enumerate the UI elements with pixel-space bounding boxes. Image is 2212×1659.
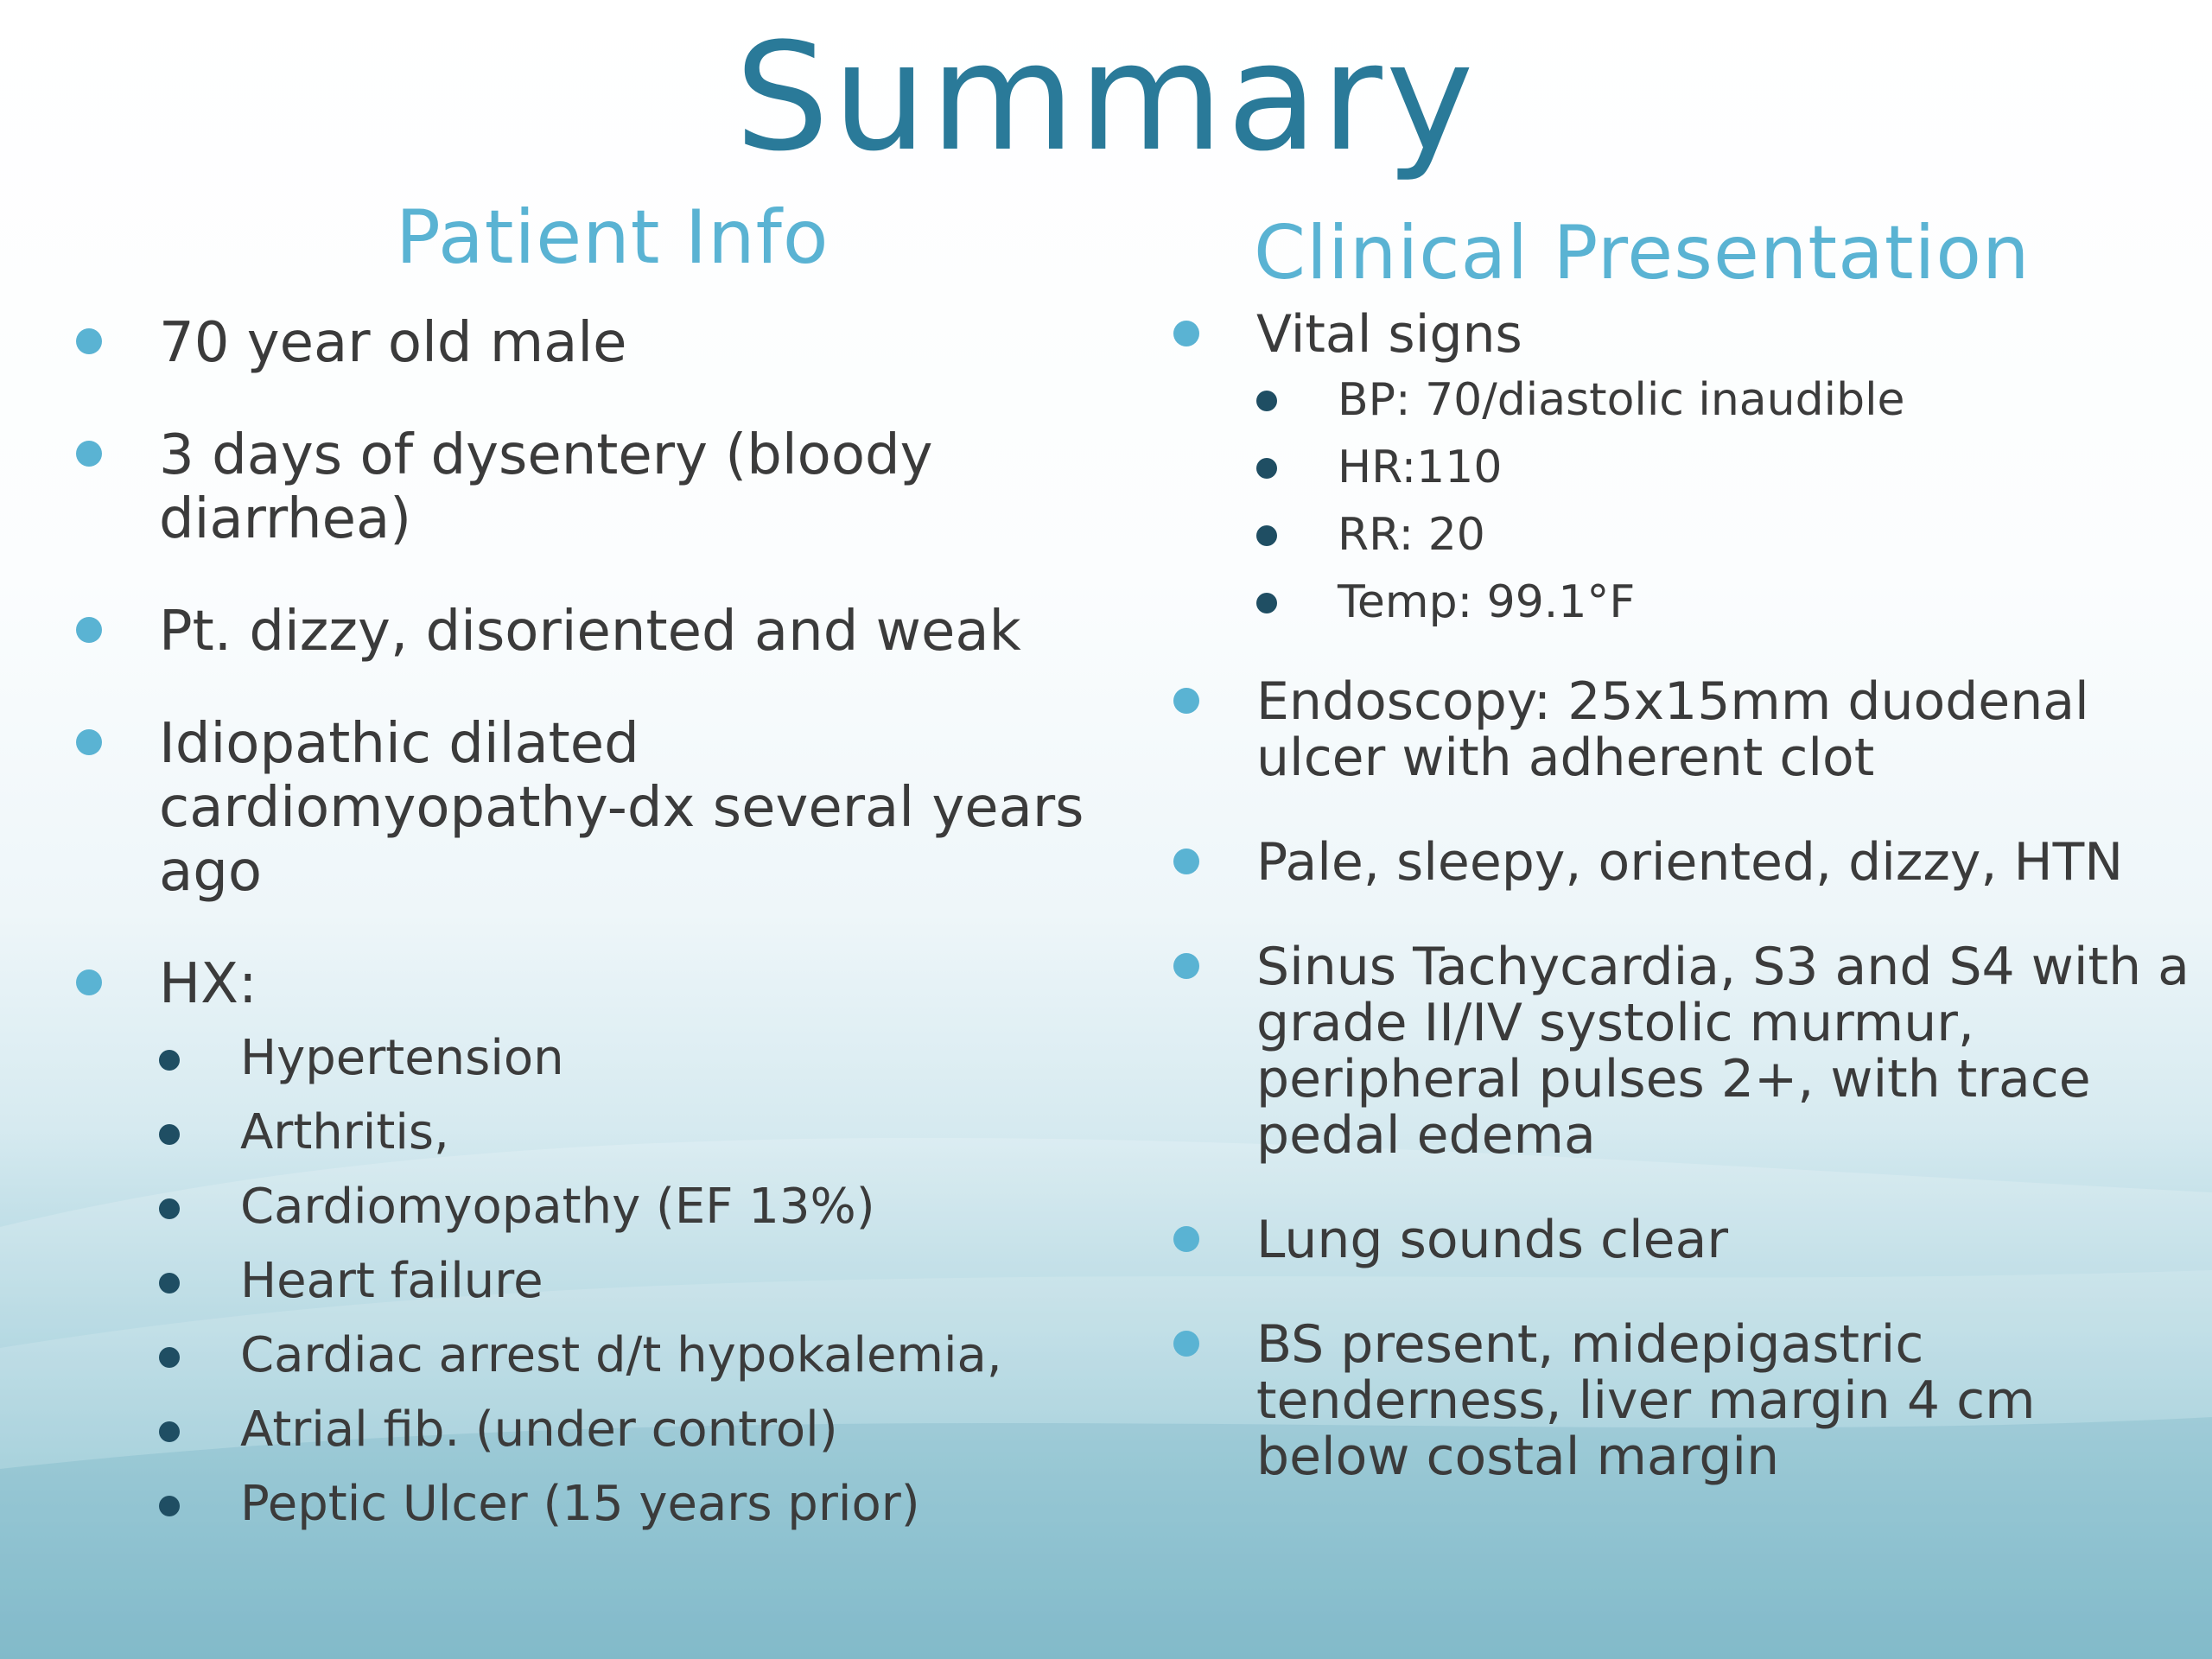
sub-bullet-icon xyxy=(159,1124,180,1145)
sub-bullet-icon xyxy=(1256,525,1277,546)
patient-info-heading: Patient Info xyxy=(396,194,830,281)
history-item: Atrial fib. (under control) xyxy=(159,1393,1113,1467)
list-item xyxy=(76,311,1113,375)
clinical-presentation-heading: Clinical Presentation xyxy=(1254,210,2031,296)
bullet-icon xyxy=(1173,321,1199,346)
bullet-icon xyxy=(76,328,102,354)
list-item xyxy=(1173,1212,2193,1268)
sub-bullet-icon xyxy=(1256,391,1277,411)
patient-info-list xyxy=(76,311,1113,1541)
sub-bullet-icon xyxy=(159,1421,180,1442)
list-item-text: Sinus Tachycardia, S3 and S4 with a grade II/IV systolic murmur, peripheral pulses 2+, with trace pedal edema xyxy=(1256,937,2190,1166)
list-item-text: HX: xyxy=(159,952,257,1016)
list-item-text: BS present, midepigastric tenderness, liver margin 4 cm below costal margin xyxy=(1256,1314,2036,1487)
list-item xyxy=(76,712,1113,904)
vital-signs-sublist xyxy=(1256,366,2193,636)
history-item: Heart failure xyxy=(159,1244,1113,1319)
list-item xyxy=(1173,1314,2193,1487)
list-item-text: Lung sounds clear xyxy=(1256,1210,1729,1270)
bullet-icon xyxy=(76,729,102,755)
sub-bullet-icon xyxy=(159,1198,180,1219)
bullet-icon xyxy=(1173,953,1199,979)
vital-sign-item: Temp: 99.1°F xyxy=(1256,569,2193,636)
sub-bullet-icon xyxy=(1256,458,1277,479)
vital-sign-item: HR:110 xyxy=(1256,434,2193,501)
list-item-text: Pt. dizzy, disoriented and weak xyxy=(159,600,1021,664)
clinical-presentation-list xyxy=(1173,304,2193,1487)
sub-bullet-icon xyxy=(159,1050,180,1071)
list-item xyxy=(1173,939,2193,1164)
sub-bullet-icon xyxy=(1256,593,1277,613)
list-item xyxy=(1173,304,2193,636)
sub-bullet-icon xyxy=(159,1496,180,1516)
list-item-text: Idiopathic dilated cardiomyopathy-dx several years ago xyxy=(159,712,1084,904)
bullet-icon xyxy=(1173,1226,1199,1252)
history-item: Cardiac arrest d/t hypokalemia, xyxy=(159,1319,1113,1393)
bullet-icon xyxy=(76,441,102,467)
list-item xyxy=(1173,671,2193,788)
slide-title: Summary xyxy=(734,10,1478,184)
list-item-text: 3 days of dysentery (bloody diarrhea) xyxy=(159,423,933,551)
list-item xyxy=(1173,832,2193,893)
bullet-icon xyxy=(1173,688,1199,714)
history-item: Arthritis, xyxy=(159,1096,1113,1170)
vital-sign-item: BP: 70/diastolic inaudible xyxy=(1256,366,2193,434)
vital-sign-item: RR: 20 xyxy=(1256,501,2193,569)
history-item: Hypertension xyxy=(159,1021,1113,1096)
history-sublist xyxy=(159,1021,1113,1541)
bullet-icon xyxy=(76,969,102,995)
bullet-icon xyxy=(1173,1331,1199,1357)
history-item: Cardiomyopathy (EF 13%) xyxy=(159,1170,1113,1244)
sub-bullet-icon xyxy=(159,1347,180,1368)
list-item-text: 70 year old male xyxy=(159,311,627,375)
history-item: Peptic Ulcer (15 years prior) xyxy=(159,1467,1113,1541)
list-item xyxy=(76,423,1113,551)
list-item-text: Vital signs xyxy=(1256,304,1522,365)
list-item-text: Pale, sleepy, oriented, dizzy, HTN xyxy=(1256,832,2124,893)
list-item xyxy=(76,952,1113,1541)
bullet-icon xyxy=(1173,849,1199,874)
list-item-text: Endoscopy: 25x15mm duodenal ulcer with adherent clot xyxy=(1256,671,2089,788)
list-item xyxy=(76,600,1113,664)
bullet-icon xyxy=(76,617,102,643)
sub-bullet-icon xyxy=(159,1273,180,1294)
